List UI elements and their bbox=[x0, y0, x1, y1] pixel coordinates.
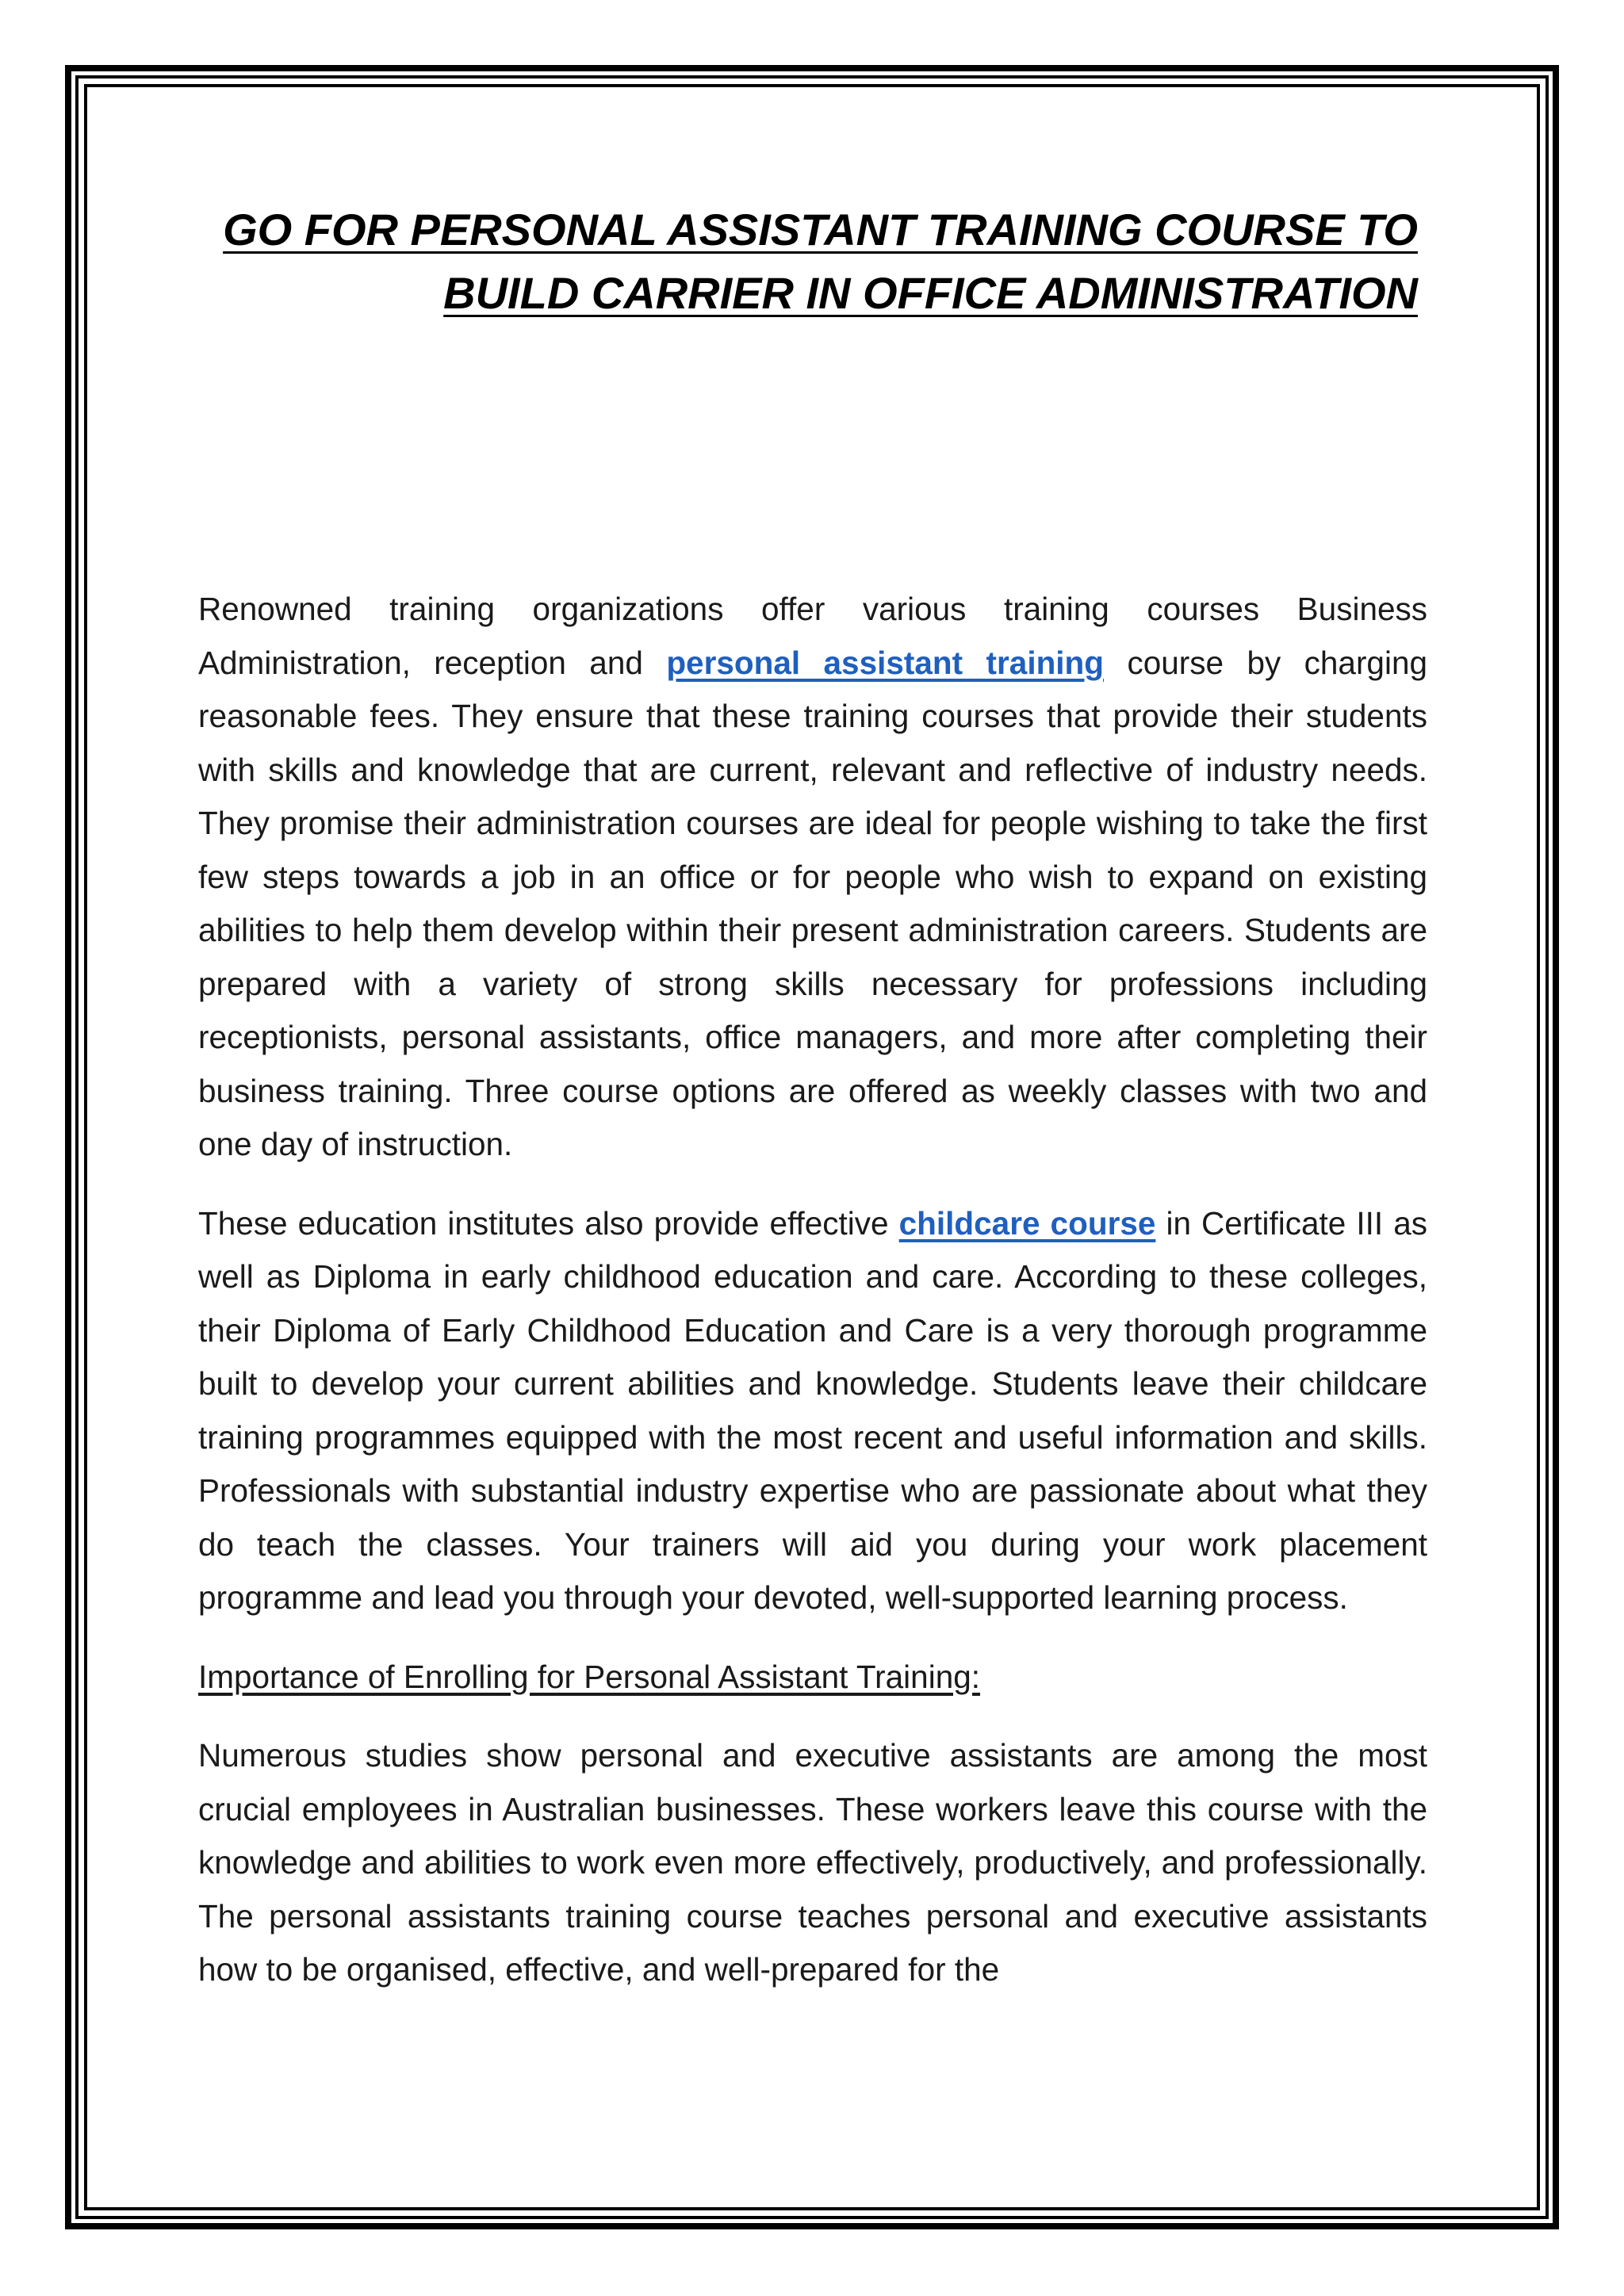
paragraph-importance: Numerous studies show personal and executive assistants are among the most crucial employees in Australian businesses. These workers leave this course with the knowledge and abilities to work even more effectively, productively, and professionally. The personal assistants training course teaches personal and executive assistants how to be organised, effective, and well-prepared for the bbox=[198, 1737, 1427, 1988]
title-line-1: GO FOR PERSONAL ASSISTANT TRAINING COURSE TO bbox=[223, 205, 1418, 254]
personal-assistant-training-link[interactable]: personal assistant training bbox=[666, 644, 1105, 681]
childcare-course-link[interactable]: childcare course bbox=[898, 1204, 1156, 1242]
document-body bbox=[198, 583, 1427, 2022]
paragraph-childcare bbox=[198, 1197, 1427, 1625]
title-line-2: BUILD CARRIER IN OFFICE ADMINISTRATION bbox=[443, 268, 1418, 318]
paragraph-2-text-a: These education institutes also provide effective bbox=[198, 1204, 899, 1242]
paragraph-business-administration bbox=[198, 583, 1427, 1172]
paragraph-2-text-b: in Certificate III as well as Diploma in early childhood education and care. According to these colleges, their Diploma of Early Childhood Education and Care is a very thorough programme built to develop your current abilities and knowledge. Students leave their childcare training programmes equipped with the most recent and useful information and skills. Professionals with substantial industry expertise who are passionate about what they do teach the classes. Your trainers will aid you during your work placement programme and lead you through your devoted, well-supported learning process. bbox=[198, 1204, 1427, 1616]
document-title bbox=[159, 198, 1418, 325]
section-subheading: Importance of Enrolling for Personal Assistant Training: bbox=[198, 1658, 981, 1695]
paragraph-1-text-b: course by charging reasonable fees. They ensure that these training courses that provide their students with skills and knowledge that are current, relevant and reflective of industry needs. They promise their administration courses are ideal for people wishing to take the first few steps towards a job in an office or for people who wish to expand on existing abilities to help them develop within their present administration careers. Students are prepared with a variety of strong skills necessary for professions including receptionists, personal assistants, office managers, and more after completing their business training. Three course options are offered as weekly classes with two and one day of instruction. bbox=[198, 644, 1428, 1162]
paragraph-1-text-a: Renowned training organizations offer various training courses Business Administration, reception and bbox=[198, 591, 1427, 681]
